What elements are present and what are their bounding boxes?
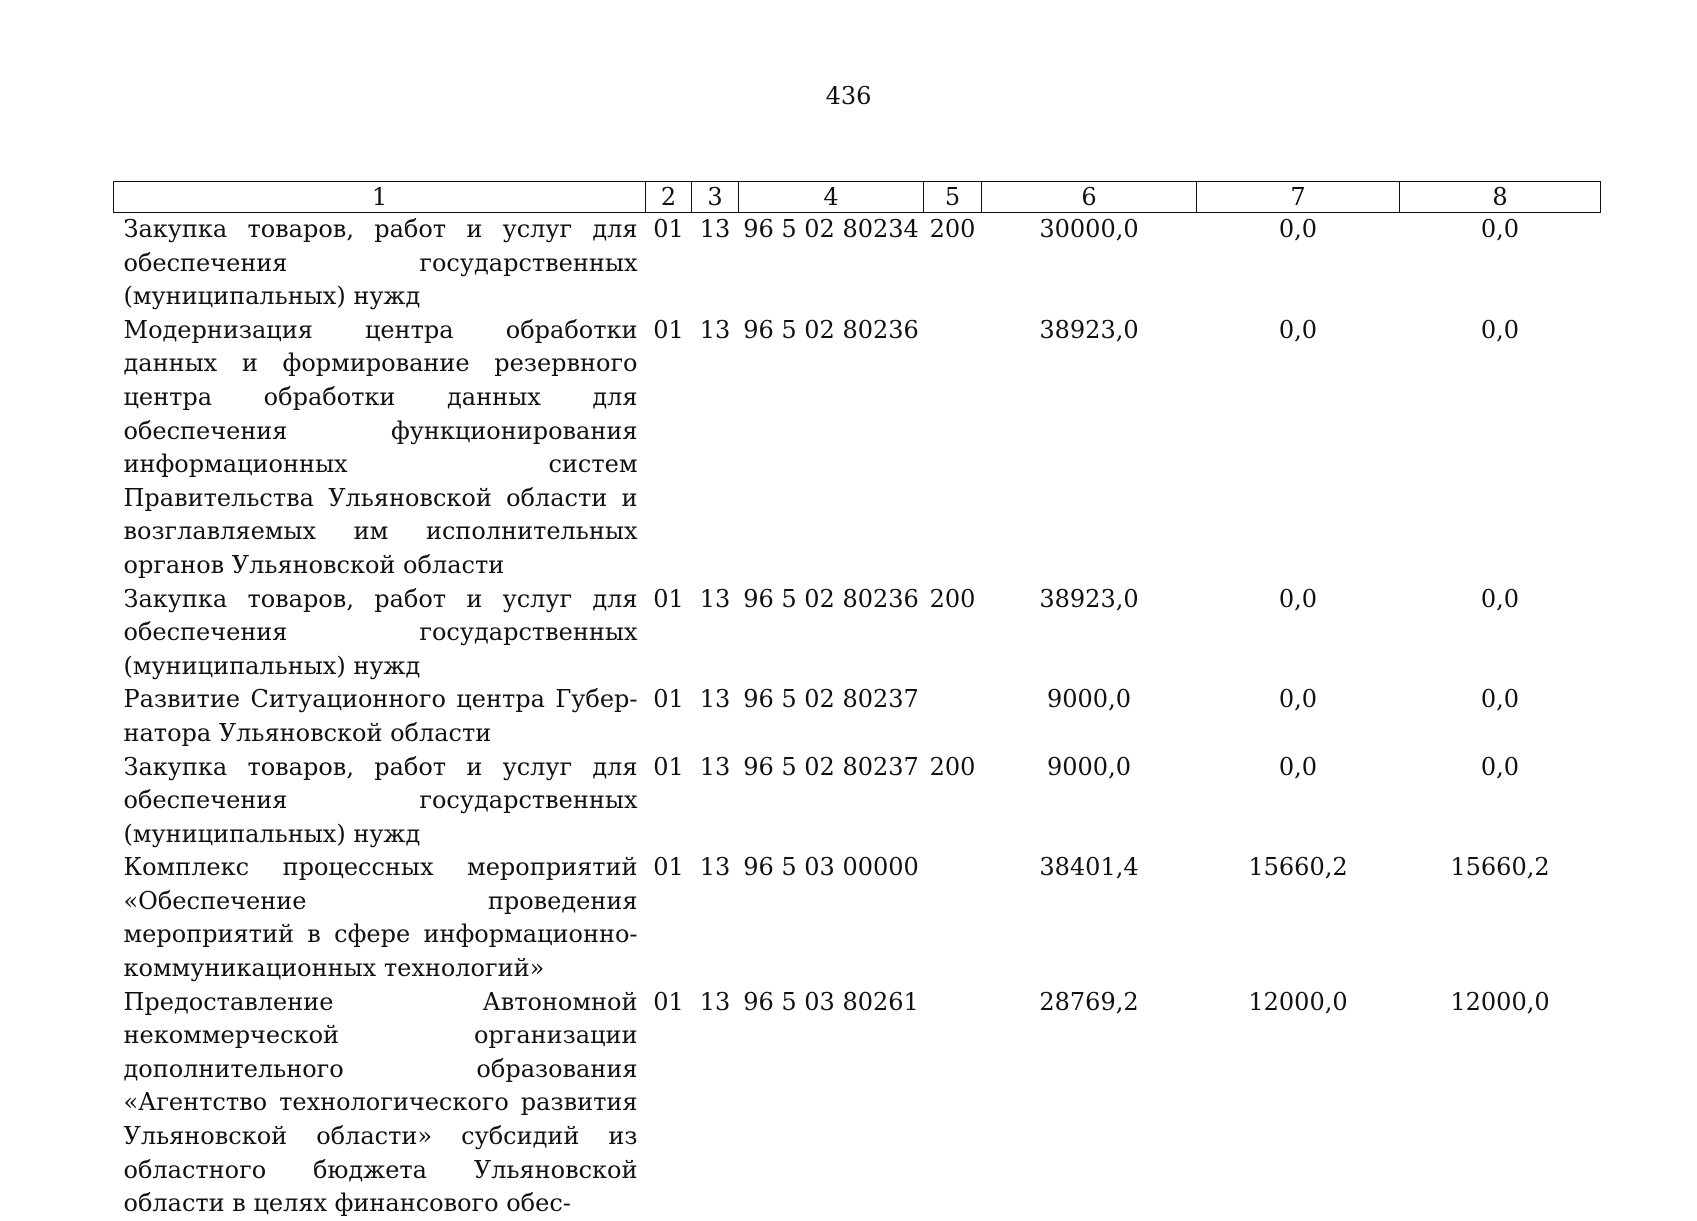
column-header: 8 bbox=[1400, 182, 1601, 213]
budget-table bbox=[113, 181, 1601, 1221]
table-row bbox=[114, 583, 1601, 684]
amount-col-7: 0,0 bbox=[1278, 685, 1318, 714]
amount-col-8: 0,0 bbox=[1480, 752, 1520, 781]
section-code: 01 bbox=[653, 584, 684, 613]
expense-type-code bbox=[924, 314, 982, 583]
column-header: 2 bbox=[646, 182, 692, 213]
amount-col-6: 38401,4 bbox=[1039, 853, 1139, 882]
target-article-code: 96 5 03 80261 bbox=[743, 987, 919, 1016]
expense-type-code: 200 bbox=[929, 215, 976, 243]
expense-type-code bbox=[924, 851, 982, 985]
subsection-code: 13 bbox=[699, 315, 731, 344]
header-row bbox=[114, 182, 1601, 213]
amount-col-6: 38923,0 bbox=[1039, 584, 1139, 613]
table-row bbox=[114, 213, 1601, 314]
amount-col-8: 0,0 bbox=[1480, 215, 1520, 243]
amount-col-6: 38923,0 bbox=[1039, 315, 1139, 344]
target-article-code: 96 5 02 80234 bbox=[743, 215, 919, 243]
target-article-code: 96 5 02 80236 bbox=[743, 315, 919, 344]
amount-col-6: 30000,0 bbox=[1039, 215, 1139, 243]
row-name: Закупка товаров, работ и услуг для обеспечения государственных (муниципальных) нужд bbox=[123, 215, 638, 311]
section-code: 01 bbox=[653, 215, 684, 243]
table-row bbox=[114, 986, 1601, 1221]
target-article-code: 96 5 02 80237 bbox=[743, 752, 919, 781]
column-header: 7 bbox=[1197, 182, 1400, 213]
expense-type-code: 200 bbox=[929, 584, 976, 613]
column-header: 3 bbox=[692, 182, 739, 213]
amount-col-7: 0,0 bbox=[1278, 584, 1318, 613]
table-header bbox=[114, 182, 1601, 213]
subsection-code: 13 bbox=[699, 987, 731, 1016]
amount-col-6: 9000,0 bbox=[1047, 685, 1131, 714]
target-article-code: 96 5 02 80236 bbox=[743, 584, 919, 613]
amount-col-8: 0,0 bbox=[1480, 685, 1520, 714]
table-body bbox=[114, 213, 1601, 1221]
column-header: 1 bbox=[114, 182, 646, 213]
subsection-code: 13 bbox=[699, 584, 731, 613]
amount-col-7: 15660,2 bbox=[1248, 853, 1348, 882]
expense-type-code: 200 bbox=[929, 752, 976, 781]
row-name: Закупка товаров, работ и услуг для обеспечения государственных (муниципальных) нужд bbox=[123, 752, 638, 848]
section-code: 01 bbox=[653, 853, 684, 882]
table-row bbox=[114, 851, 1601, 985]
row-name: Развитие Ситуационного центра Губернатора Ульяновской области bbox=[123, 685, 638, 747]
column-header: 4 bbox=[739, 182, 924, 213]
section-code: 01 bbox=[653, 315, 684, 344]
amount-col-7: 0,0 bbox=[1278, 215, 1318, 243]
expense-type-code bbox=[924, 683, 982, 750]
subsection-code: 13 bbox=[699, 215, 731, 243]
table-row bbox=[114, 683, 1601, 750]
amount-col-7: 12000,0 bbox=[1248, 987, 1348, 1016]
budget-table-container bbox=[113, 181, 1600, 1221]
amount-col-6: 28769,2 bbox=[1039, 987, 1139, 1016]
column-header: 5 bbox=[924, 182, 982, 213]
amount-col-8: 0,0 bbox=[1480, 584, 1520, 613]
target-article-code: 96 5 03 00000 bbox=[743, 853, 919, 882]
section-code: 01 bbox=[653, 685, 684, 714]
amount-col-6: 9000,0 bbox=[1047, 752, 1131, 781]
subsection-code: 13 bbox=[699, 853, 731, 882]
amount-col-8: 15660,2 bbox=[1450, 853, 1550, 882]
row-name: Модернизация центра обработки данных и формирование резервного центра обработки данных для обеспечения функционирования информационных систем Правительства Ульяновской области и возглавляемых им исполнительных органов Ульяновской области bbox=[123, 315, 638, 579]
row-name: Закупка товаров, работ и услуг для обеспечения государственных (муниципальных) нужд bbox=[123, 584, 638, 680]
amount-col-8: 12000,0 bbox=[1450, 987, 1550, 1016]
amount-col-7: 0,0 bbox=[1278, 752, 1318, 781]
target-article-code: 96 5 02 80237 bbox=[743, 685, 919, 714]
subsection-code: 13 bbox=[699, 685, 731, 714]
expense-type-code bbox=[924, 986, 982, 1221]
row-name: Комплекс процессных мероприятий «Обеспечение проведения мероприятий в сфере информационно-коммуникационных технологий» bbox=[123, 853, 638, 983]
amount-col-7: 0,0 bbox=[1278, 315, 1318, 344]
table-row bbox=[114, 751, 1601, 852]
section-code: 01 bbox=[653, 752, 684, 781]
page-number: 436 bbox=[825, 82, 872, 110]
column-header: 6 bbox=[982, 182, 1197, 213]
table-row bbox=[114, 314, 1601, 583]
subsection-code: 13 bbox=[699, 752, 731, 781]
section-code: 01 bbox=[653, 987, 684, 1016]
amount-col-8: 0,0 bbox=[1480, 315, 1520, 344]
row-name: Предоставление Автономной некоммерческой организации дополнительного образования «Агентство технологического развития Ульяновской области» субсидий из областного бюджета Ульяновской области в целях финансового обес- bbox=[123, 987, 638, 1218]
